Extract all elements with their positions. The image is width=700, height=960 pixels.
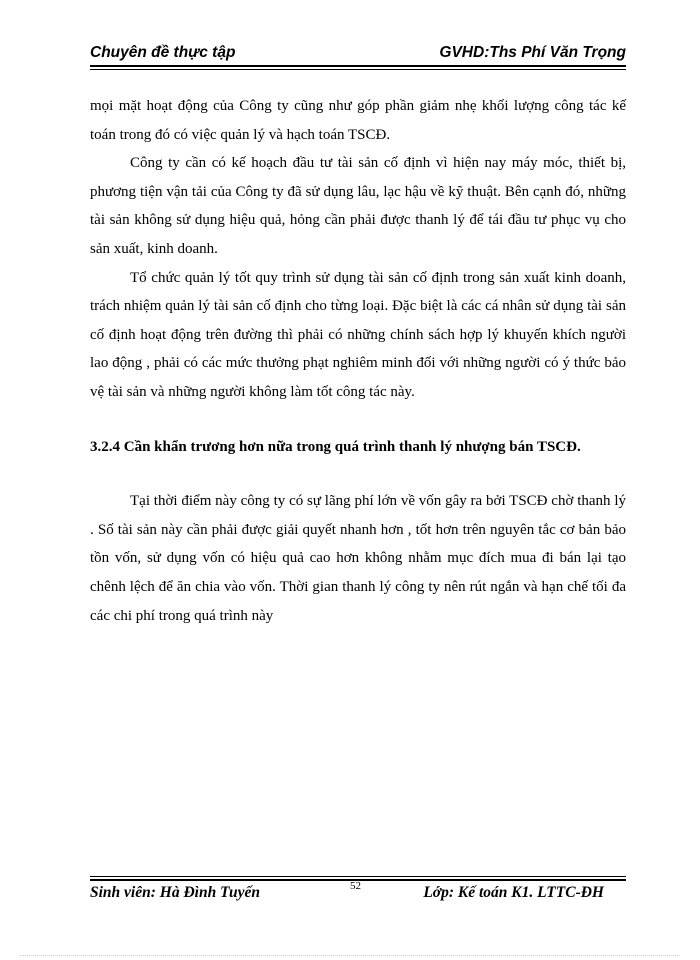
header-divider-thick: [90, 65, 626, 67]
paragraph-continued: mọi mặt hoạt động của Công ty cũng như góp phần giảm nhẹ khối lượng công tác kế toán trong đó có việc quản lý và hạch toán TSCĐ.: [90, 98, 626, 143]
section-heading: 3.2.4 Cần khẩn trương hơn nữa trong quá trình thanh lý nhượng bán TSCĐ.: [90, 438, 581, 455]
footer-student: Sinh viên: Hà Đình Tuyến: [90, 884, 260, 901]
page-body: [90, 92, 626, 630]
header-supervisor: GVHD:Ths Phí Văn Trọng: [439, 44, 626, 61]
paragraph-asset-management: Tổ chức quản lý tốt quy trình sử dụng tài sản cố định trong sản xuất kinh doanh, trách nhiệm quản lý tài sản cố định cho từng loại. Đặc biệt là các cá nhân sử dụng tài sản cố định hoạt động trên đường thì phải có những chính sách hợp lý khuyến khích người lao động , phải có các mức thưởng phạt nghiêm minh đối với những người có ý thức bảo vệ tài sản và những người không làm tốt công tác này.: [90, 269, 626, 400]
page-number: 52: [350, 880, 361, 892]
header-title: Chuyên đề thực tập: [90, 44, 236, 61]
footer-class: Lớp: Kế toán K1. LTTC-ĐH: [423, 884, 604, 901]
page-header: [90, 44, 626, 66]
paragraph-investment-plan: Công ty cần có kế hoạch đầu tư tài sản cố định vì hiện nay máy móc, thiết bị, phương tiện vận tải của Công ty đã sử dụng lâu, lạc hậu về kỹ thuật. Bên cạnh đó, những tài sản không sử dụng hiệu quả, hỏng cần phải được thanh lý để tái đầu tư phục vụ cho sản xuất, kinh doanh.: [90, 155, 626, 257]
footer-divider-thin: [90, 876, 626, 877]
page-bottom-border: [20, 955, 680, 956]
paragraph-liquidation: Tại thời điểm này công ty có sự lãng phí lớn về vốn gây ra bởi TSCĐ chờ thanh lý . Số tài sản này cần phải được giải quyết nhanh hơn , tốt hơn trên nguyên tắc cơ bản bảo tồn vốn, sử dụng vốn có hiệu quả cao hơn không nhằm mục đích mua đi bán lại tạo chênh lệch để ăn chia vào vốn. Thời gian thanh lý công ty nên rút ngắn và hạn chế tối đa các chi phí trong quá trình này: [90, 493, 626, 624]
page-footer: [90, 884, 626, 908]
header-divider-thin: [90, 69, 626, 70]
